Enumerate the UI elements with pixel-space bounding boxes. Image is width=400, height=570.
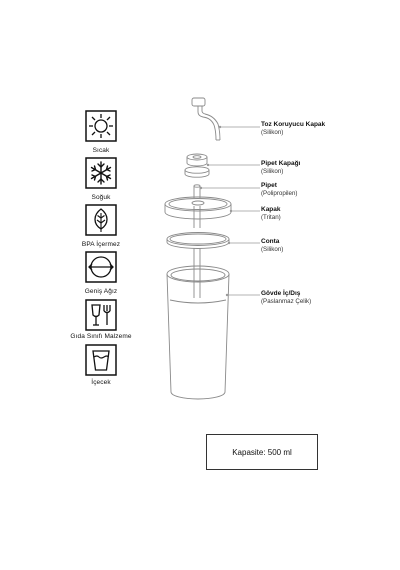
part-name-dust-cap: Toz Koruyucu Kapak: [261, 121, 326, 128]
feature-label-bpa-free: BPA İçermez: [81, 241, 121, 248]
part-name-straw: Pipet: [261, 182, 277, 189]
lid-part: [165, 197, 231, 219]
capacity-box: [206, 434, 318, 470]
part-material-body: (Paslanmaz Çelik): [261, 298, 312, 305]
part-name-straw-cap: Pipet Kapağı: [261, 160, 301, 167]
dust-cap-part: [192, 98, 220, 140]
feature-label-beverage: İçecek: [91, 379, 111, 386]
feature-label-food-grade: Gıda Sınıfı Malzeme: [70, 333, 132, 340]
part-material-gasket: (Silikon): [261, 246, 284, 253]
part-name-lid: Kapak: [261, 206, 281, 213]
part-name-gasket: Conta: [261, 238, 280, 245]
straw-cap-part: [185, 154, 209, 177]
part-name-body: Gövde İç/Dış: [261, 290, 301, 297]
feature-label-wide-mouth: Geniş Ağız: [84, 288, 118, 295]
capacity-text: Kapasite: 500 ml: [232, 447, 292, 457]
part-material-lid: (Tritan): [261, 214, 281, 221]
gasket-part: [167, 233, 229, 249]
feature-label-hot: Sıcak: [92, 147, 110, 154]
feature-label-cold: Soğuk: [91, 194, 111, 201]
body-part: [167, 266, 229, 399]
part-material-dust-cap: (Silikon): [261, 129, 284, 136]
part-material-straw: (Polipropilen): [261, 190, 298, 197]
part-material-straw-cap: (Silikon): [261, 168, 284, 175]
